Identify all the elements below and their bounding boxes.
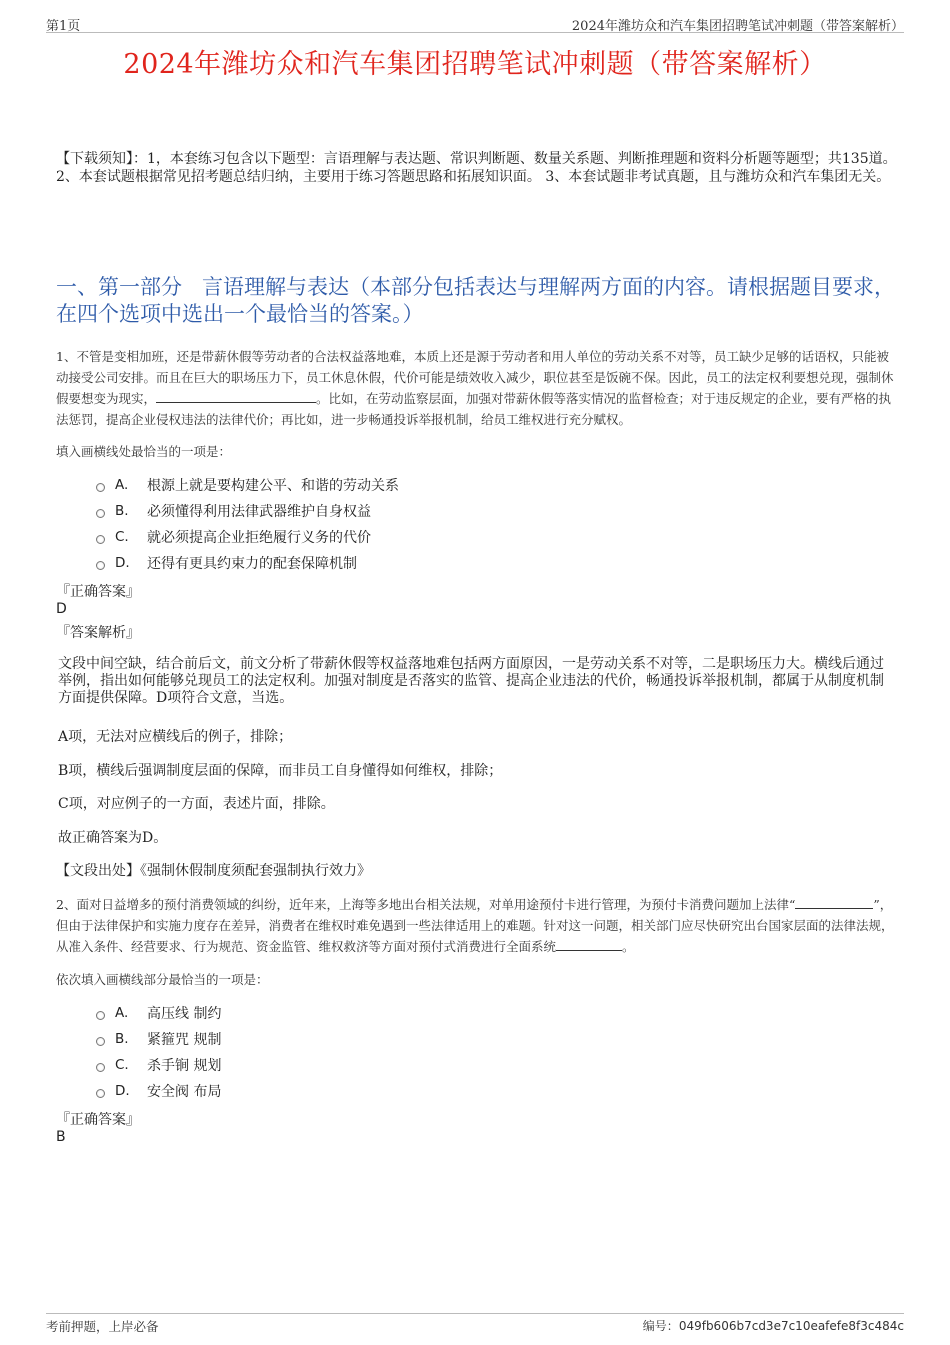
- question-2-option-b[interactable]: [96, 1026, 221, 1052]
- radio-icon[interactable]: [96, 1063, 105, 1072]
- question-1-answer: D: [56, 601, 67, 617]
- section-part: 一、第一部分: [56, 275, 182, 299]
- radio-icon[interactable]: [96, 535, 105, 544]
- footer-code-label: 编号：: [642, 1319, 679, 1333]
- question-2-stem: [56, 894, 896, 957]
- option-text: 紧箍咒 规制: [147, 1032, 222, 1048]
- footer-code: [643, 1317, 904, 1334]
- question-2-answer: B: [56, 1129, 66, 1145]
- document-title: 2024年潍坊众和汽车集团招聘笔试冲刺题（带答案解析）: [123, 49, 827, 80]
- question-1-options: [96, 472, 399, 576]
- radio-icon[interactable]: [96, 509, 105, 518]
- question-2-stem-part-c: 。: [622, 939, 635, 954]
- question-1-option-a[interactable]: [96, 472, 399, 498]
- question-1-prompt: 填入画横线处最恰当的一项是：: [56, 444, 232, 459]
- question-2-option-c[interactable]: [96, 1052, 221, 1078]
- question-1-blank: [156, 389, 316, 403]
- page-footer: [46, 1313, 904, 1334]
- question-1-analysis: 文段中间空缺，结合前后文，前文分析了带薪休假等权益落地难包括两方面原因，一是劳动关系不对等，二是职场压力大。横线后通过举例，指出如何能够兑现员工的法定权利。加强对制度是否落实的监管、提高企业违法的代价，畅通投诉举报机制，都属于从制度机制方面提供保障。D项符合文意，当选。: [58, 656, 884, 706]
- option-text: 高压线 制约: [147, 1006, 222, 1022]
- question-2-option-d[interactable]: [96, 1078, 221, 1104]
- question-2-answer-label: 『正确答案』: [56, 1112, 140, 1128]
- question-1-stem-part-b: 。比如，在劳动监察层面，加强对带薪休假等落实情况的监督检查；对于违反规定的企业，要有严格的执法惩罚，提高企业侵权违法的法律代价；再比如，进一步畅通投诉举报机制，给员工维权进行充分赋权。: [56, 391, 892, 427]
- page-number: 第1页: [46, 19, 81, 34]
- option-letter: A.: [115, 477, 129, 493]
- option-letter: D.: [115, 1083, 130, 1099]
- download-notice: 【下载须知】：1，本套练习包含以下题型：言语理解与表达题、常识判断题、数量关系题、判断推理题和资料分析题等题型；共135道。 2、本套试题根据常见招考题总结归纳，主要用于练习答题思路和拓展知识面。 3、本套试题非考试真题，且与潍坊众和汽车集团无关。: [56, 151, 897, 185]
- page-header: [46, 14, 904, 33]
- question-2-option-a[interactable]: [96, 1000, 221, 1026]
- question-2-prompt: 依次填入画横线部分最恰当的一项是：: [56, 972, 269, 987]
- question-1-conclusion: 故正确答案为D。: [58, 830, 168, 846]
- option-text: 安全阀 布局: [147, 1084, 222, 1100]
- option-text: 必须懂得利用法律武器维护自身权益: [147, 504, 371, 520]
- option-letter: C.: [115, 529, 129, 545]
- option-letter: B.: [115, 1031, 129, 1047]
- question-1-stem: [56, 346, 896, 430]
- radio-icon[interactable]: [96, 1089, 105, 1098]
- question-1-option-b[interactable]: [96, 498, 399, 524]
- radio-icon[interactable]: [96, 483, 105, 492]
- option-text: 就必须提高企业拒绝履行义务的代价: [147, 530, 371, 546]
- question-2-blank-2: [556, 937, 622, 951]
- option-letter: C.: [115, 1057, 129, 1073]
- radio-icon[interactable]: [96, 1037, 105, 1046]
- question-1-analysis-label: 『答案解析』: [56, 625, 140, 641]
- footer-code-value: 049fb606b7cd3e7c10eafefe8f3c484c: [678, 1319, 904, 1333]
- question-1-source: 【文段出处】《强制休假制度须配套强制执行效力》: [56, 863, 371, 879]
- question-1-stem-part-a: 1、不管是变相加班，还是带薪休假等劳动者的合法权益落地难，本质上还是源于劳动者和用人单位的劳动关系不对等，员工缺少足够的话语权，只能被动接受公司安排。而且在巨大的职场压力下，员工休息休假，代价可能是绩效收入减少，职位甚至是饭碗不保。因此，员工的法定权利要想兑现，强制休假要想变为现实，: [56, 349, 894, 406]
- option-letter: A.: [115, 1005, 129, 1021]
- question-2-blank-1: [795, 895, 873, 909]
- section-title: 言语理解与表达（本部分包括表达与理解两方面的内容。请根据题目要求，在四个选项中选出一个最恰当的答案。）: [56, 275, 895, 326]
- question-1-note-a: A项，无法对应横线后的例子，排除；: [58, 729, 293, 745]
- option-text: 杀手锏 规划: [147, 1058, 222, 1074]
- option-letter: B.: [115, 503, 129, 519]
- section-heading: [56, 274, 896, 328]
- question-1-answer-label: 『正确答案』: [56, 584, 140, 600]
- option-text: 还得有更具约束力的配套保障机制: [147, 556, 357, 572]
- header-doc-title: 2024年潍坊众和汽车集团招聘笔试冲刺题（带答案解析）: [571, 19, 904, 34]
- question-1-option-d[interactable]: [96, 550, 399, 576]
- question-1-option-c[interactable]: [96, 524, 399, 550]
- question-2-stem-part-a: 2、面对日益增多的预付消费领域的纠纷，近年来，上海等多地出台相关法规，对单用途预付卡进行管理，为预付卡消费问题加上法律“: [56, 897, 796, 912]
- question-1-note-b: B项，横线后强调制度层面的保障，而非员工自身懂得如何维权，排除；: [58, 763, 503, 779]
- footer-slogan: 考前押题，上岸必备: [46, 1319, 159, 1334]
- radio-icon[interactable]: [96, 561, 105, 570]
- option-text: 根源上就是要构建公平、和谐的劳动关系: [147, 478, 399, 494]
- question-2-options: [96, 1000, 221, 1104]
- option-letter: D.: [115, 555, 130, 571]
- radio-icon[interactable]: [96, 1011, 105, 1020]
- question-1-note-c: C项，对应例子的一方面，表述片面，排除。: [58, 796, 335, 812]
- question-2-stem-part-b: ”，但由于法律保护和实施力度存在差异，消费者在维权时难免遇到一些法律适用上的难题。针对这一问题，相关部门应尽快研究出台国家层面的法律法规，从准入条件、经营要求、行为规范、资金监管、维权救济等方面对预付式消费进行全面系统: [56, 897, 894, 954]
